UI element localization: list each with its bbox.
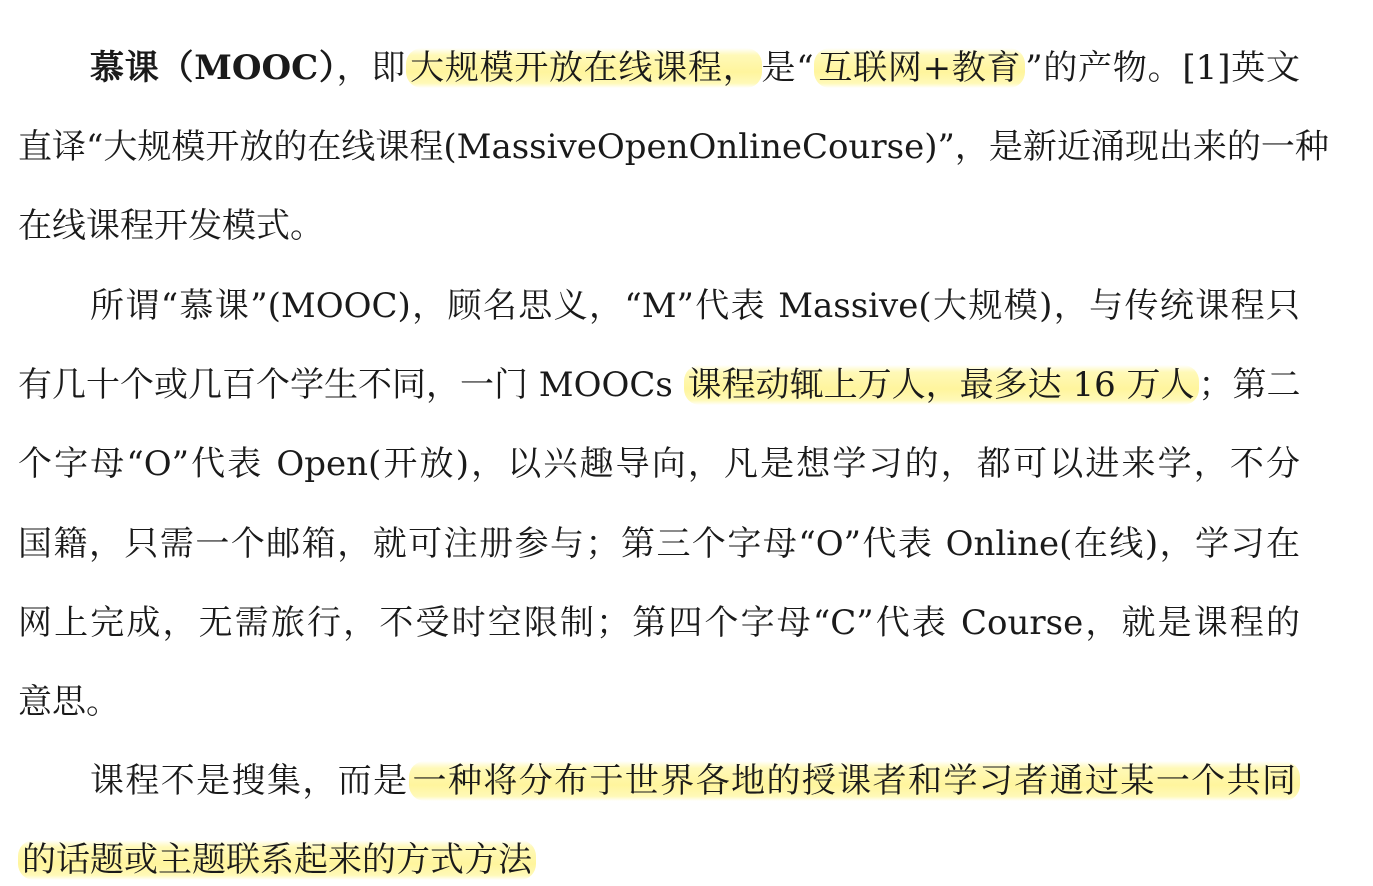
- paragraph-1-line-3: [18, 200, 1300, 252]
- paragraph-2-line-3: [18, 438, 1300, 490]
- text-run: ，即: [336, 48, 407, 88]
- text-run: 直译“大规模开放的在线课程(MassiveOpenOnlineCourse)”，是新近涌现出来的一种: [18, 127, 1329, 167]
- paragraph-3-line-2: [18, 834, 1300, 886]
- paragraph-3-line-1: [18, 755, 1300, 807]
- text-run: 网上完成，无需旅行，不受时空限制；第四个字母“C”代表 Course，就是课程的: [18, 603, 1300, 643]
- text-run: 课程不是搜集，而是: [90, 761, 409, 801]
- text-run: ；第二: [1198, 365, 1301, 405]
- highlight-run: 的话题或主题联系起来的方式方法: [18, 840, 536, 880]
- paragraph-2-line-4: [18, 518, 1300, 570]
- text-run: 有几十个或几百个学生不同，一门 MOOCs: [18, 365, 684, 405]
- highlight-run: 大规模开放在线课程，: [406, 48, 761, 88]
- highlight-run: 互联网+教育: [814, 48, 1026, 88]
- paragraph-1-line-1: [18, 42, 1300, 94]
- paragraph-2-line-2: [18, 359, 1300, 411]
- text-run: 在线课程开发模式。: [18, 206, 324, 246]
- term-mooc-bold: 慕课（MOOC）: [90, 48, 337, 88]
- paragraph-2-line-1: [18, 280, 1300, 332]
- text-run: 是“: [761, 48, 814, 88]
- text-run: 个字母“O”代表 Open(开放)，以兴趣导向，凡是想学习的，都可以进来学，不分: [18, 444, 1300, 484]
- highlight-run: 课程动辄上万人，最多达 16 万人: [684, 365, 1199, 405]
- text-run: 所谓“慕课”(MOOC)，顾名思义，“M”代表 Massive(大规模)，与传统课程只: [90, 286, 1300, 326]
- paragraph-2-line-5: [18, 597, 1300, 649]
- text-run: 国籍，只需一个邮箱，就可注册参与；第三个字母“O”代表 Online(在线)，学习在: [18, 524, 1300, 564]
- text-run: 意思。: [18, 682, 120, 722]
- highlight-run: 一种将分布于世界各地的授课者和学习者通过某一个共同: [409, 761, 1300, 801]
- text-run: ”的产物。[1]英文: [1025, 48, 1300, 88]
- paragraph-1-line-2: [18, 121, 1329, 173]
- paragraph-2-line-6: [18, 676, 1300, 728]
